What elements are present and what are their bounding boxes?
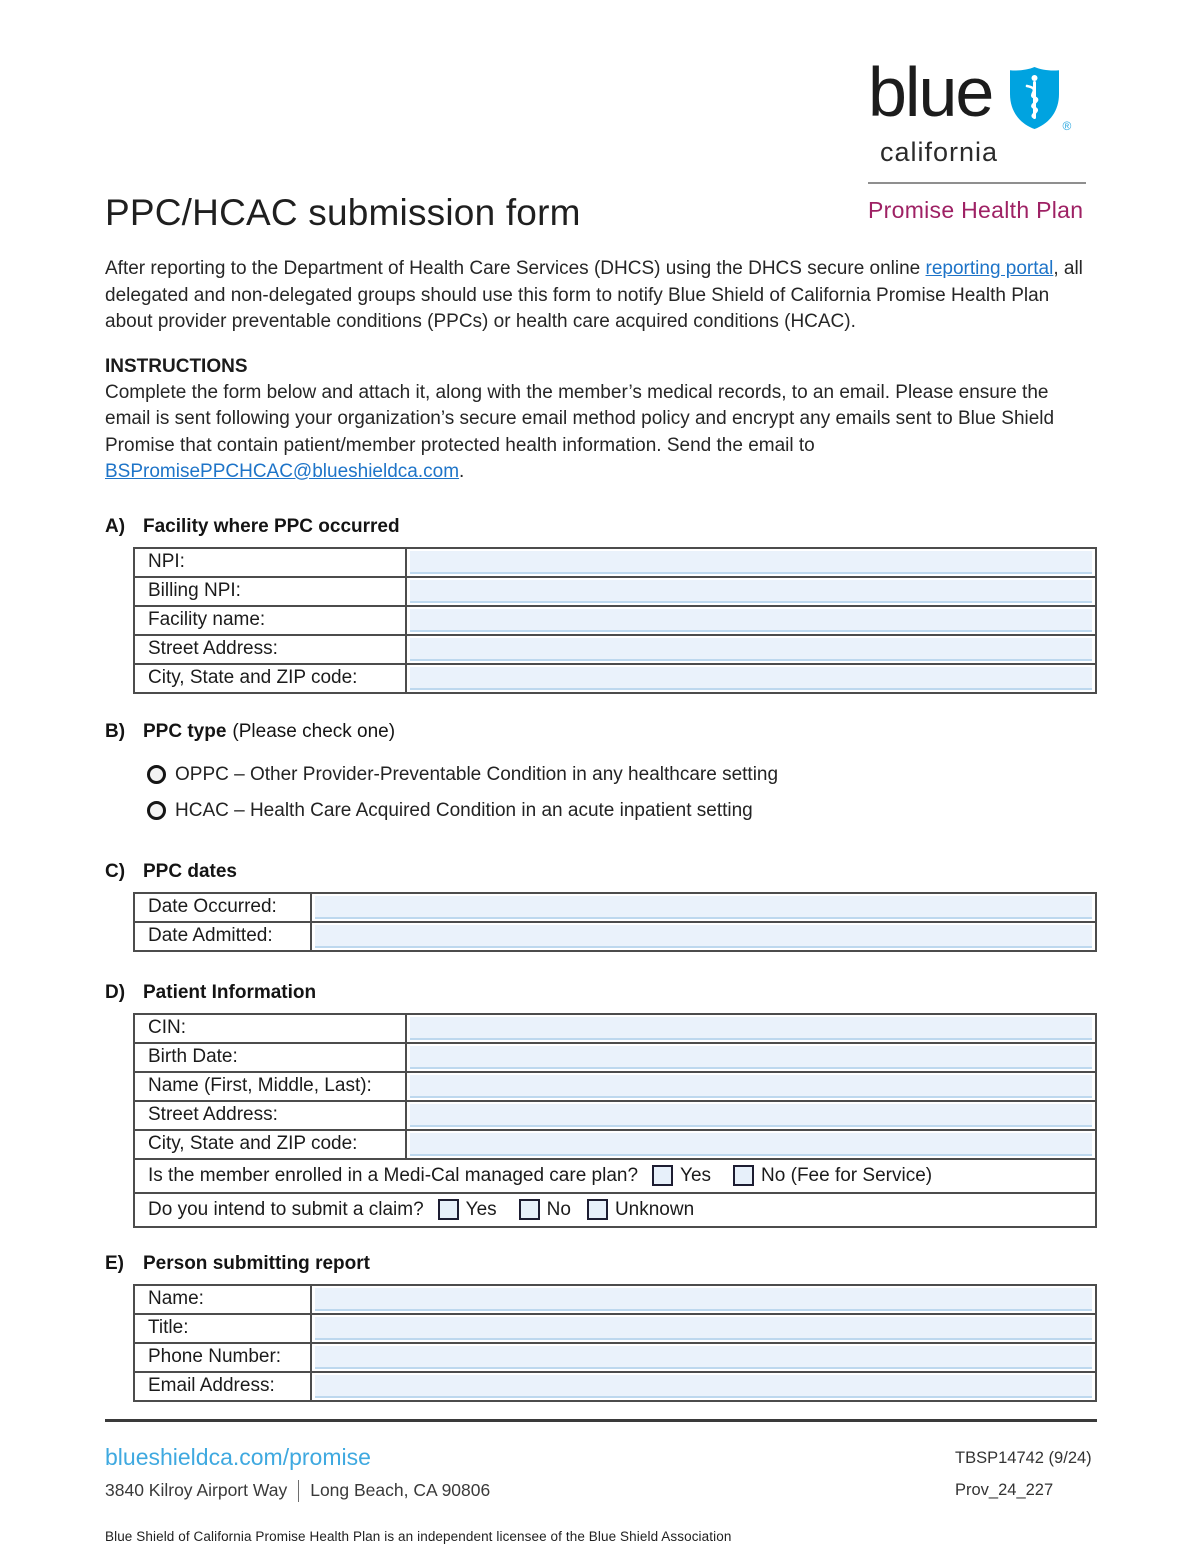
row-label: NPI: [134,548,406,577]
table-row [134,606,1096,635]
footer-form-code: Prov_24_227 [955,1480,1054,1499]
logo-brand-subtext: california [880,137,999,167]
row-label: Date Occurred: [134,893,311,922]
claim-unknown-label: Unknown [614,1198,695,1220]
patient-information-table [133,1013,1097,1228]
logo-divider [868,182,1086,184]
billing-npi-input[interactable] [410,580,1092,603]
hcac-radio[interactable] [147,801,166,820]
section-a-title: Facility where PPC occurred [143,515,400,537]
patient-street-address-input[interactable] [410,1104,1092,1127]
table-row [134,1072,1096,1101]
intro-text-after-link: , all delegated and non-delegated groups should use this form to notify Blue Shield of California Promise Health Plan about provider preventable conditions (PPCs) or health care acquired conditions (HCAC). [105,258,1083,332]
birth-date-input[interactable] [410,1046,1092,1069]
table-row [134,635,1096,664]
table-row [134,1314,1096,1343]
row-label: Date Admitted: [134,922,311,951]
logo-brand-text: blue [868,53,993,131]
row-label: Title: [134,1314,311,1343]
footer-address-street: 3840 Kilroy Airport Way [105,1480,288,1500]
section-d-title: Patient Information [143,981,317,1003]
facility-name-input[interactable] [410,609,1092,632]
row-label: City, State and ZIP code: [134,1130,406,1159]
row-label: Street Address: [134,635,406,664]
table-row [134,1014,1096,1043]
section-a-heading [105,516,1097,538]
row-label: Name (First, Middle, Last): [134,1072,406,1101]
table-row [134,922,1096,951]
medi-cal-yes-label: Yes [680,1164,712,1186]
row-label: Email Address: [134,1372,311,1401]
footer-address [105,1480,490,1502]
table-row [134,1101,1096,1130]
medi-cal-yes-checkbox[interactable] [652,1165,673,1186]
footer-divider [105,1419,1097,1422]
section-e-heading [105,1253,1097,1275]
ppc-type-option-hcac [147,793,1097,829]
row-label: City, State and ZIP code: [134,664,406,693]
reporting-portal-link[interactable]: reporting portal [925,258,1054,279]
medi-cal-no-checkbox[interactable] [733,1165,754,1186]
section-b-heading [105,721,1097,743]
section-a-letter: A) [105,515,126,537]
npi-input[interactable] [410,551,1092,574]
footer-address-city: Long Beach, CA 90806 [310,1480,491,1500]
intro-paragraph [105,256,1097,336]
hcac-radio-label: HCAC – Health Care Acquired Condition in an acute inpatient setting [175,799,753,821]
oppc-radio[interactable] [147,765,166,784]
section-b-letter: B) [105,720,126,742]
footer [105,1444,1097,1502]
table-row [134,1043,1096,1072]
row-label: Billing NPI: [134,577,406,606]
claim-no-checkbox[interactable] [519,1199,540,1220]
submission-email-link[interactable]: BSPromisePPCHCAC@blueshieldca.com [105,461,460,482]
claim-yes-label: Yes [465,1198,497,1220]
section-c-heading [105,861,1097,883]
logo-tagline: Promise Health Plan [868,197,1084,223]
facility-street-address-input[interactable] [410,638,1092,661]
date-occurred-input[interactable] [315,896,1092,919]
date-admitted-input[interactable] [315,925,1092,948]
brand-logo [868,53,1100,224]
table-row [134,1372,1096,1401]
instructions-paragraph [105,380,1097,486]
claim-question-text: Do you intend to submit a claim? [148,1198,424,1220]
medi-cal-no-label: No (Fee for Service) [761,1164,933,1186]
section-c-title: PPC dates [143,860,237,882]
submitter-email-input[interactable] [315,1375,1092,1398]
address-divider [298,1480,299,1502]
table-row [134,664,1096,693]
table-row [134,1343,1096,1372]
table-row [134,1285,1096,1314]
row-label: Birth Date: [134,1043,406,1072]
table-row [134,1159,1096,1193]
footer-doc-code: TBSP14742 (9/24) [955,1448,1092,1467]
table-row [134,1193,1096,1227]
ppc-dates-table [133,892,1097,952]
claim-unknown-checkbox[interactable] [587,1199,608,1220]
page-title: PPC/HCAC submission form [105,192,581,233]
row-label: Name: [134,1285,311,1314]
submitter-title-input[interactable] [315,1317,1092,1340]
section-c-letter: C) [105,860,126,882]
section-b-hint: (Please check one) [232,720,396,742]
table-row [134,548,1096,577]
footer-disclaimer: Blue Shield of California Promise Health Plan is an independent licensee of the Blue Shield Association [105,1528,732,1544]
table-row [134,893,1096,922]
blue-shield-icon [1008,66,1061,130]
patient-city-state-zip-input[interactable] [410,1133,1092,1156]
section-b-title: PPC type [143,720,227,742]
table-row [134,1130,1096,1159]
patient-name-input[interactable] [410,1075,1092,1098]
submitter-name-input[interactable] [315,1288,1092,1311]
ppc-type-option-oppc [147,757,1097,793]
table-row [134,577,1096,606]
claim-no-label: No [546,1198,571,1220]
row-label: Facility name: [134,606,406,635]
row-label: Street Address: [134,1101,406,1130]
claim-yes-checkbox[interactable] [438,1199,459,1220]
footer-website-link[interactable]: blueshieldca.com/promise [105,1443,371,1470]
section-d-letter: D) [105,981,126,1003]
row-label: CIN: [134,1014,406,1043]
intro-text-before-link: After reporting to the Department of Health Care Services (DHCS) using the DHCS secure online [105,258,926,279]
submitter-phone-input[interactable] [315,1346,1092,1369]
instructions-heading: INSTRUCTIONS [105,355,248,377]
instructions-text: Complete the form below and attach it, along with the member’s medical records, to an email. Please ensure the email is sent following your organization’s secure email method policy and encrypt any emails sent to Blue Shield Promise that contain patient/member protected health information. Send the email to [105,381,1055,456]
row-label: Phone Number: [134,1343,311,1372]
medi-cal-question-text: Is the member enrolled in a Medi-Cal managed care plan? [148,1164,639,1186]
instructions-text-period: . [459,461,465,482]
section-e-title: Person submitting report [143,1252,370,1274]
section-d-heading [105,982,1097,1004]
submitter-table [133,1284,1097,1402]
section-e-letter: E) [105,1252,124,1274]
ppc-type-radio-group [147,757,1097,829]
facility-table [133,547,1097,694]
facility-city-state-zip-input[interactable] [410,667,1092,690]
cin-input[interactable] [410,1017,1092,1040]
oppc-radio-label: OPPC – Other Provider-Preventable Condition in any healthcare setting [175,763,779,785]
registered-trademark-symbol: ® [1062,119,1072,133]
